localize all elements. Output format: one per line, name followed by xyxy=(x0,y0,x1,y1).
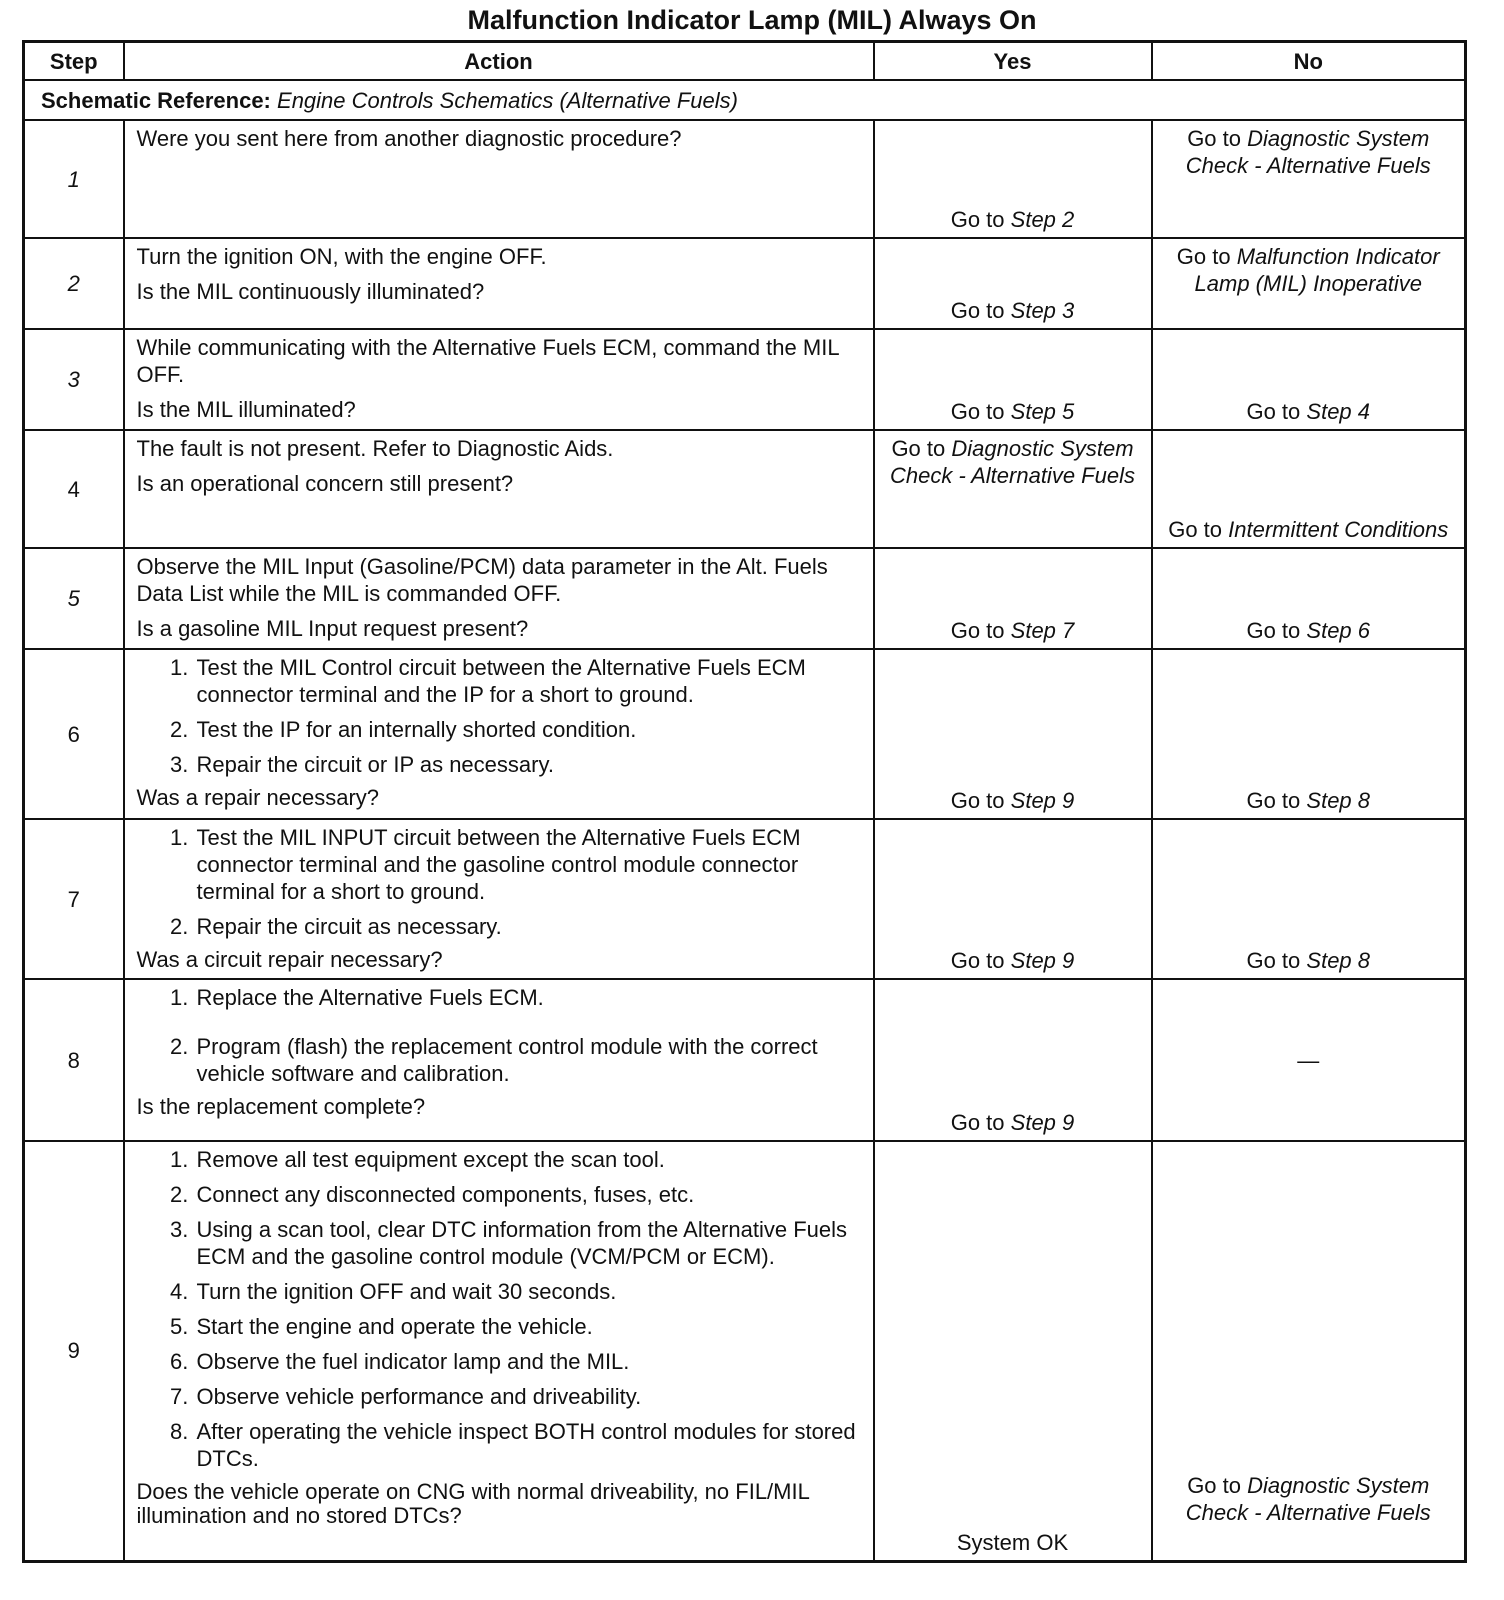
step-row xyxy=(24,548,1466,649)
action-list xyxy=(137,984,863,1087)
header-action: Action xyxy=(124,42,874,81)
action-list-item: 2. Program (flash) the replacement control module with the correct vehicle software and calibration. xyxy=(195,1033,863,1087)
result-reference: Step 7 xyxy=(1010,618,1075,643)
action-text: Is the MIL illuminated? xyxy=(136,397,356,422)
result-text xyxy=(883,1109,1143,1136)
action-list-item: 1. Test the MIL INPUT circuit between the Alternative Fuels ECM connector terminal and the gasoline control module connector terminal for a short to ground. xyxy=(195,824,863,905)
action-list-item: 2. Connect any disconnected components, fuses, etc. xyxy=(195,1181,863,1208)
result-reference: Step 4 xyxy=(1306,399,1371,424)
action-text: Observe the MIL Input (Gasoline/PCM) data parameter in the Alt. Fuels Data List while the MIL is commanded OFF. xyxy=(136,554,828,606)
action-question: Was a repair necessary? xyxy=(136,785,380,810)
step-row xyxy=(24,430,1466,548)
result-plain: — xyxy=(1297,1047,1320,1073)
page-title: Malfunction Indicator Lamp (MIL) Always On xyxy=(467,5,1037,35)
result-yes xyxy=(874,120,1152,238)
action-cell xyxy=(124,329,874,430)
step-number: 7 xyxy=(24,819,124,979)
action-cell xyxy=(124,238,874,329)
action-list-item: 5. Start the engine and operate the vehicle. xyxy=(195,1313,863,1340)
action-cell xyxy=(124,819,874,979)
step-number: 5 xyxy=(24,548,124,649)
action-text: Were you sent here from another diagnostic procedure? xyxy=(136,126,682,151)
schematic-reference-value: Engine Controls Schematics (Alternative Fuels) xyxy=(277,87,738,113)
result-text xyxy=(883,947,1143,974)
result-no xyxy=(1152,1141,1466,1561)
action-list-item: 4. Turn the ignition OFF and wait 30 seconds. xyxy=(195,1278,863,1305)
schematic-reference-row xyxy=(24,80,1466,120)
action-list-item: 7. Observe vehicle performance and driveability. xyxy=(195,1383,863,1410)
action-cell xyxy=(124,430,874,548)
result-text xyxy=(1161,516,1457,543)
result-no xyxy=(1152,548,1466,649)
action-question: Is the replacement complete? xyxy=(136,1094,426,1119)
step-number: 1 xyxy=(24,120,124,238)
result-prefix: Go to xyxy=(950,948,1005,973)
action-list xyxy=(137,1146,863,1472)
result-reference: Intermittent Conditions xyxy=(1228,517,1449,542)
action-list-item: 2. Test the IP for an internally shorted condition. xyxy=(195,716,863,743)
action-cell xyxy=(124,979,874,1141)
result-prefix: Go to xyxy=(950,298,1005,323)
step-number: 6 xyxy=(24,649,124,819)
step-row xyxy=(24,329,1466,430)
result-no xyxy=(1152,120,1466,238)
action-list-item: 3. Repair the circuit or IP as necessary. xyxy=(195,751,863,778)
action-text: Turn the ignition ON, with the engine OFF. xyxy=(136,244,547,269)
step-number: 2 xyxy=(24,238,124,329)
result-text xyxy=(1161,617,1457,644)
result-text xyxy=(1161,243,1457,297)
result-prefix: Go to xyxy=(950,207,1005,232)
result-prefix: Go to xyxy=(1246,948,1301,973)
result-no xyxy=(1152,979,1466,1141)
diagnostic-table xyxy=(22,40,1467,1563)
step-row xyxy=(24,979,1466,1141)
result-text xyxy=(1161,398,1457,425)
step-number: 3 xyxy=(24,329,124,430)
result-plain: System OK xyxy=(956,1529,1069,1555)
header-no: No xyxy=(1152,42,1466,81)
result-text xyxy=(1161,125,1457,179)
result-text xyxy=(1161,947,1457,974)
action-list-item: 6. Observe the fuel indicator lamp and the MIL. xyxy=(195,1348,863,1375)
result-text xyxy=(883,617,1143,644)
result-reference: Step 9 xyxy=(1010,788,1075,813)
result-text xyxy=(883,398,1143,425)
result-reference: Step 8 xyxy=(1306,948,1371,973)
step-row xyxy=(24,819,1466,979)
result-reference: Step 5 xyxy=(1010,399,1075,424)
step-row xyxy=(24,120,1466,238)
action-list-item: 1. Replace the Alternative Fuels ECM. xyxy=(195,984,863,1011)
step-row xyxy=(24,1141,1466,1561)
result-prefix: Go to xyxy=(950,618,1005,643)
result-no xyxy=(1152,238,1466,329)
result-prefix: Go to xyxy=(1246,788,1301,813)
action-list-item: 1. Test the MIL Control circuit between the Alternative Fuels ECM connector terminal and the IP for a short to ground. xyxy=(195,654,863,708)
result-text xyxy=(1161,1047,1457,1074)
action-list-item: 3. Using a scan tool, clear DTC information from the Alternative Fuels ECM and the gasoline control module (VCM/PCM or ECM). xyxy=(195,1216,863,1270)
result-prefix: Go to xyxy=(1176,244,1231,269)
result-reference: Step 3 xyxy=(1010,298,1075,323)
result-reference: Diagnostic System Check - Alternative Fuels xyxy=(890,436,1135,488)
header-yes: Yes xyxy=(874,42,1152,81)
result-reference: Step 6 xyxy=(1306,618,1371,643)
result-yes xyxy=(874,819,1152,979)
result-no xyxy=(1152,430,1466,548)
step-row xyxy=(24,238,1466,329)
result-prefix: Go to xyxy=(950,788,1005,813)
action-cell xyxy=(124,548,874,649)
action-list-item: 8. After operating the vehicle inspect BOTH control modules for stored DTCs. xyxy=(195,1418,863,1472)
action-question: Does the vehicle operate on CNG with normal driveability, no FIL/MIL illumination and no stored DTCs? xyxy=(136,1479,810,1528)
result-yes xyxy=(874,649,1152,819)
action-list-item: 1. Remove all test equipment except the scan tool. xyxy=(195,1146,863,1173)
schematic-reference-label: Schematic Reference: xyxy=(41,87,271,113)
result-prefix: Go to xyxy=(891,436,946,461)
result-text xyxy=(883,1529,1143,1556)
result-reference: Diagnostic System Check - Alternative Fuels xyxy=(1185,126,1431,178)
result-reference: Step 9 xyxy=(1010,948,1075,973)
result-text xyxy=(883,297,1143,324)
result-reference: Step 2 xyxy=(1010,207,1075,232)
action-list-item: 2. Repair the circuit as necessary. xyxy=(195,913,863,940)
result-yes xyxy=(874,548,1152,649)
action-cell xyxy=(124,649,874,819)
result-reference: Malfunction Indicator Lamp (MIL) Inoperative xyxy=(1194,244,1440,296)
step-number: 9 xyxy=(24,1141,124,1561)
result-no xyxy=(1152,819,1466,979)
header-step: Step xyxy=(24,42,124,81)
result-yes xyxy=(874,1141,1152,1561)
result-text xyxy=(883,787,1143,814)
action-list xyxy=(137,824,863,940)
result-prefix: Go to xyxy=(950,1110,1005,1135)
result-yes xyxy=(874,329,1152,430)
result-no xyxy=(1152,329,1466,430)
action-list xyxy=(137,654,863,778)
action-text: Is the MIL continuously illuminated? xyxy=(136,279,485,304)
result-prefix: Go to xyxy=(1187,126,1241,151)
result-text xyxy=(883,435,1143,489)
step-row xyxy=(24,649,1466,819)
header-row xyxy=(24,42,1466,81)
result-text xyxy=(1161,1472,1457,1556)
step-number: 8 xyxy=(24,979,124,1141)
action-text: Is an operational concern still present? xyxy=(136,471,514,496)
result-prefix: Go to xyxy=(1246,399,1301,424)
result-reference: Step 8 xyxy=(1306,788,1371,813)
result-yes xyxy=(874,979,1152,1141)
result-text xyxy=(1161,787,1457,814)
result-yes xyxy=(874,430,1152,548)
step-number: 4 xyxy=(24,430,124,548)
action-text: While communicating with the Alternative Fuels ECM, command the MIL OFF. xyxy=(136,335,839,387)
schematic-reference xyxy=(24,80,1466,120)
action-cell xyxy=(124,1141,874,1561)
result-no xyxy=(1152,649,1466,819)
result-prefix: Go to xyxy=(1187,1472,1241,1498)
action-question: Was a circuit repair necessary? xyxy=(136,947,443,972)
result-text xyxy=(883,206,1143,233)
result-yes xyxy=(874,238,1152,329)
action-text: Is a gasoline MIL Input request present? xyxy=(136,616,529,641)
result-prefix: Go to xyxy=(1246,618,1301,643)
result-prefix: Go to xyxy=(950,399,1005,424)
action-text: The fault is not present. Refer to Diagnostic Aids. xyxy=(136,436,614,461)
result-reference: Step 9 xyxy=(1010,1110,1075,1135)
result-prefix: Go to xyxy=(1168,517,1223,542)
result-reference: Diagnostic System Check - Alternative Fuels xyxy=(1185,1472,1431,1525)
action-cell xyxy=(124,120,874,238)
